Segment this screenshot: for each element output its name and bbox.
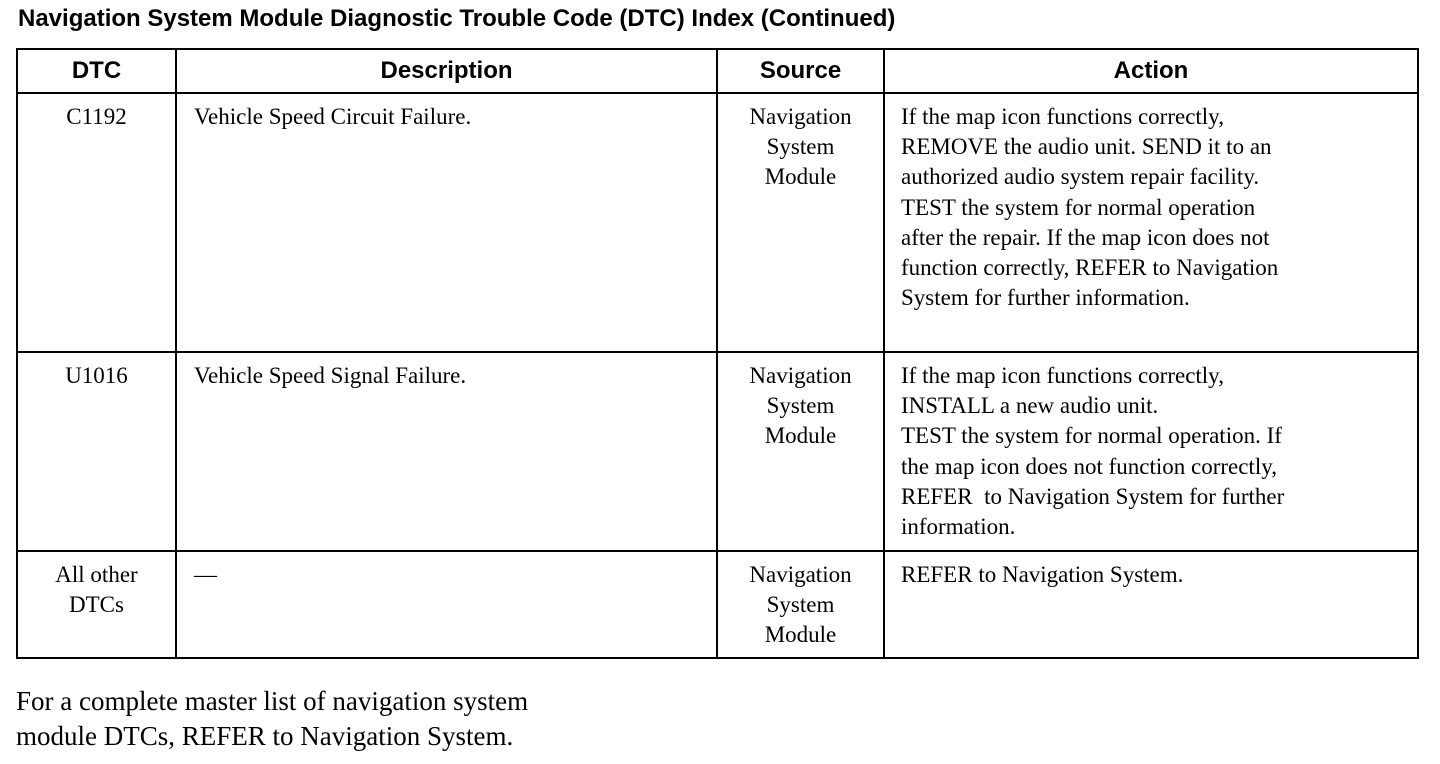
action-line: the map icon does not function correctly,	[901, 453, 1277, 479]
table-row	[17, 352, 1418, 551]
source-cell	[717, 551, 884, 658]
action-line: System for further information.	[901, 285, 1190, 311]
footnote	[16, 684, 528, 754]
dtc-cell	[17, 551, 176, 658]
action-line: after the repair. If the map icon does not	[901, 224, 1270, 250]
action-line: function correctly, REFER to Navigation	[901, 255, 1279, 281]
action-line: REMOVE the audio unit. SEND it to an	[901, 134, 1272, 160]
description-cell	[176, 93, 717, 352]
description-text: Vehicle Speed Circuit Failure.	[194, 104, 472, 129]
action-line: REFER to Navigation System.	[901, 562, 1184, 587]
action-line: INSTALL a new audio unit.	[901, 393, 1159, 419]
column-header-description: Description	[176, 49, 717, 93]
action-line: information.	[901, 514, 1016, 540]
source-cell	[717, 352, 884, 551]
description-cell	[176, 352, 717, 551]
action-line: If the map icon functions correctly,	[901, 363, 1224, 388]
source-line: Navigation	[749, 104, 852, 129]
footnote-line: For a complete master list of navigation system	[16, 686, 529, 716]
description-text: Vehicle Speed Signal Failure.	[194, 363, 467, 388]
action-line: If the map icon functions correctly,	[901, 104, 1224, 129]
source-line: Module	[764, 423, 837, 449]
dtc-index-table	[16, 48, 1419, 659]
source-line: Module	[764, 164, 837, 190]
source-line: System	[766, 134, 835, 160]
dtc-cell	[17, 352, 176, 551]
source-line: System	[766, 592, 835, 618]
dtc-code: DTCs	[69, 592, 124, 618]
dtc-cell	[17, 93, 176, 352]
action-cell	[884, 551, 1418, 658]
action-line: REFER to Navigation System for further	[901, 483, 1285, 509]
source-line: System	[766, 393, 835, 419]
source-line: Navigation	[749, 363, 852, 388]
source-line: Module	[764, 622, 837, 648]
table-header-row	[17, 49, 1418, 93]
action-line: TEST the system for normal operation	[901, 194, 1256, 220]
table-row	[17, 93, 1418, 352]
action-cell	[884, 93, 1418, 352]
source-cell	[717, 93, 884, 352]
table-row	[17, 551, 1418, 658]
source-line: Navigation	[749, 562, 852, 587]
description-cell	[176, 551, 717, 658]
dtc-code: C1192	[66, 104, 127, 129]
description-text: —	[194, 562, 217, 587]
column-header-dtc: DTC	[17, 49, 176, 93]
dtc-code: U1016	[65, 363, 128, 388]
column-header-source: Source	[717, 49, 884, 93]
page-title: Navigation System Module Diagnostic Trouble Code (DTC) Index (Continued)	[18, 5, 896, 32]
dtc-code: All other	[55, 562, 138, 587]
action-cell	[884, 352, 1418, 551]
column-header-action: Action	[884, 49, 1418, 93]
action-line: authorized audio system repair facility.	[901, 164, 1260, 190]
action-line: TEST the system for normal operation. If	[901, 423, 1282, 449]
footnote-line: module DTCs, REFER to Navigation System.	[16, 721, 514, 751]
